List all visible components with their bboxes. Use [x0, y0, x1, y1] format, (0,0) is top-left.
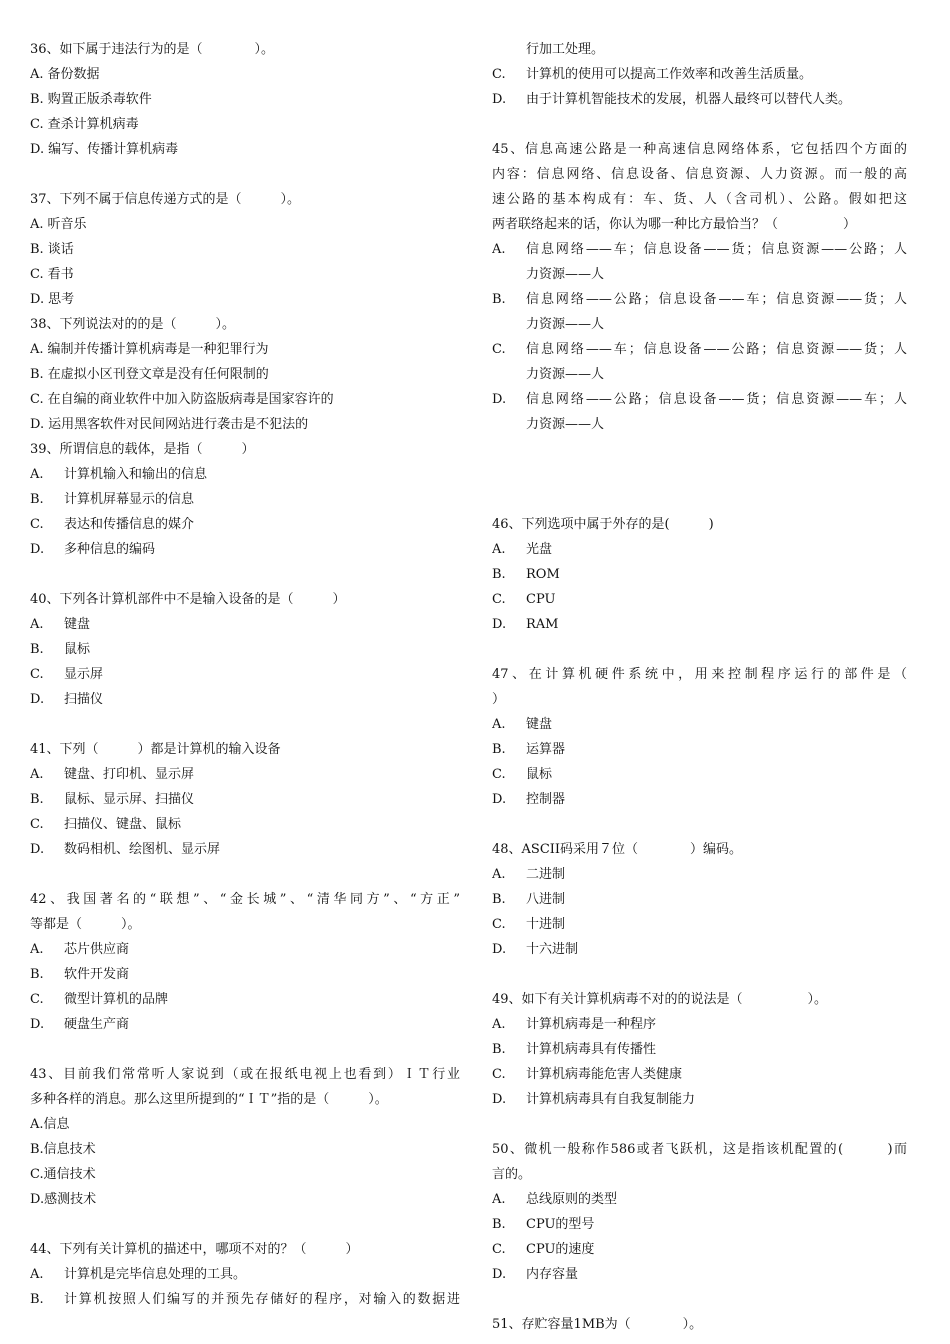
option-letter: C. [492, 1242, 506, 1257]
answer-option [30, 487, 460, 512]
question-line: 50、微机一般称作586或者飞跃机，这是指该机配置的( )而 [492, 1142, 907, 1157]
option-text: 看书 [47, 267, 74, 282]
option-letter: D. [492, 392, 507, 407]
option-letter: A. [492, 1017, 506, 1032]
question-line: 47、在计算机硬件系统中，用来控制程序运行的部件是（ [492, 667, 907, 682]
option-text: 计算机病毒能危害人类健康 [526, 1067, 683, 1082]
option-text: 计算机是完毕信息处理的工具。 [64, 1267, 247, 1282]
option-letter: C. [30, 117, 44, 132]
blank-line [30, 1212, 460, 1237]
question-line: 51、存贮容量1MB为（ ）。 [492, 1317, 703, 1332]
question-line: 37、下列不属于信息传递方式的是（ ）。 [30, 192, 301, 207]
option-text: 在自编的商业软件中加入防盗版病毒是国家容许的 [47, 392, 334, 407]
question-line: 42、我国著名的“联想”、“金长城”、“清华同方”、“方正” [30, 892, 460, 907]
question-line: 内容：信息网络、信息设备、信息资源、人力资源。而一般的高 [492, 167, 907, 182]
option-letter: B. [30, 367, 44, 382]
option-text: 控制器 [526, 792, 566, 807]
option-text: 计算机病毒是一种程序 [526, 1017, 657, 1032]
continuation-line: 力资源——人 [526, 367, 605, 382]
continuation-line: 力资源——人 [526, 267, 605, 282]
option-letter: C. [492, 67, 506, 82]
option-letter: A. [492, 1192, 506, 1207]
option-text: 在虚拟小区刊登文章是没有任何限制的 [47, 367, 269, 382]
option-text: 备份数据 [47, 67, 100, 82]
option-letter: B. [30, 967, 44, 982]
answer-option [492, 862, 907, 887]
option-letter: C. [492, 917, 506, 932]
option-text: 计算机的使用可以提高工作效率和改善生活质量。 [526, 67, 813, 82]
blank-line [492, 437, 907, 462]
answer-option [30, 112, 460, 137]
blank-line [30, 712, 460, 737]
answer-option [492, 1262, 907, 1287]
answer-option [30, 612, 460, 637]
answer-option [492, 1212, 907, 1237]
option-text: 软件开发商 [64, 967, 130, 982]
answer-option [30, 637, 460, 662]
blank-line [30, 862, 460, 887]
option-text: 芯片供应商 [64, 942, 130, 957]
answer-option [492, 1187, 907, 1212]
option-text: CPU [526, 592, 556, 607]
question-line: 49、如下有关计算机病毒不对的的说法是（ ）。 [492, 992, 828, 1007]
question-line: 46、下列选项中属于外存的是( ) [492, 517, 714, 532]
answer-option [30, 462, 460, 487]
answer-option [492, 287, 907, 312]
option-text: 谈话 [47, 242, 74, 257]
option-text: 鼠标 [64, 642, 91, 657]
option-letter: A. [30, 617, 44, 632]
question-line: C.通信技术 [30, 1167, 96, 1182]
answer-option [30, 337, 460, 362]
option-letter: D. [30, 542, 45, 557]
option-text: CPU的速度 [526, 1242, 595, 1257]
answer-option [492, 1237, 907, 1262]
blank-line [492, 112, 907, 137]
option-text: CPU的型号 [526, 1217, 595, 1232]
answer-option [492, 887, 907, 912]
option-letter: D. [492, 1092, 507, 1107]
answer-option [492, 762, 907, 787]
option-letter: D. [492, 617, 507, 632]
option-letter: B. [30, 642, 44, 657]
option-text: 总线原则的类型 [526, 1192, 618, 1207]
option-letter: D. [492, 92, 507, 107]
right-column [492, 37, 907, 1337]
option-letter: B. [492, 742, 506, 757]
option-text: 编写、传播计算机病毒 [48, 142, 179, 157]
answer-option [30, 812, 460, 837]
answer-option [492, 937, 907, 962]
option-letter: D. [492, 792, 507, 807]
option-letter: A. [492, 242, 506, 257]
option-text: 计算机病毒具有传播性 [526, 1042, 657, 1057]
option-text: 扫描仪、键盘、鼠标 [64, 817, 182, 832]
answer-option [492, 62, 907, 87]
question-line: 速公路的基本构成有：车、货、人（含司机）、公路。假如把这 [492, 192, 907, 207]
question-line: 38、下列说法对的的是（ ）。 [30, 317, 236, 332]
option-text: 编制并传播计算机病毒是一种犯罪行为 [47, 342, 269, 357]
blank-line [492, 462, 907, 487]
option-letter: C. [30, 992, 44, 1007]
option-letter: B. [492, 892, 506, 907]
answer-option [492, 737, 907, 762]
question-line: 36、如下属于违法行为的是（ ）。 [30, 42, 275, 57]
answer-option [492, 787, 907, 812]
option-letter: C. [30, 667, 44, 682]
question-line: 40、下列各计算机部件中不是输入设备的是（ ） [30, 592, 346, 607]
answer-option [492, 87, 907, 112]
answer-option [492, 912, 907, 937]
option-letter: B. [492, 567, 506, 582]
option-letter: A. [492, 717, 506, 732]
option-text: 八进制 [526, 892, 566, 907]
answer-option [30, 962, 460, 987]
option-letter: D. [30, 692, 45, 707]
option-text: 数码相机、绘图机、显示屏 [64, 842, 221, 857]
option-text: 鼠标 [526, 767, 553, 782]
option-letter: D. [30, 842, 45, 857]
answer-option [30, 937, 460, 962]
question-line: 48、ASCII码采用７位（ ）编码。 [492, 842, 743, 857]
option-text: 思考 [48, 292, 75, 307]
option-text: 信息网络——公路；信息设备——货；信息资源——车；人 [526, 392, 907, 407]
option-text: 微型计算机的品牌 [64, 992, 169, 1007]
option-text: 信息网络——车；信息设备——货；信息资源——公路；人 [526, 242, 907, 257]
answer-option [30, 412, 460, 437]
answer-option [492, 237, 907, 262]
question-line: 两者联络起来的话，你认为哪一种比方最恰当？（ ） [492, 217, 857, 232]
answer-option [492, 387, 907, 412]
option-letter: C. [30, 517, 44, 532]
question-line: ） [492, 692, 506, 707]
left-column [30, 37, 460, 1312]
option-letter: A. [30, 217, 44, 232]
continuation-line: 行加工处理。 [526, 42, 605, 57]
option-letter: D. [492, 1267, 507, 1282]
option-text: 表达和传播信息的媒介 [64, 517, 195, 532]
option-text: 键盘 [64, 617, 91, 632]
blank-line [492, 962, 907, 987]
blank-line [492, 812, 907, 837]
question-line: 44、下列有关计算机的描述中，哪项不对的？（ ） [30, 1242, 359, 1257]
question-line: 41、下列（ ）都是计算机的输入设备 [30, 742, 281, 757]
answer-option [30, 237, 460, 262]
answer-option [30, 212, 460, 237]
answer-option [30, 362, 460, 387]
option-text: 计算机屏幕显示的信息 [64, 492, 195, 507]
option-text: ROM [526, 567, 560, 582]
answer-option [30, 787, 460, 812]
answer-option [30, 987, 460, 1012]
question-line: 多种各样的消息。那么这里所提到的“ＩＴ”指的是（ ）。 [30, 1092, 388, 1107]
answer-option [30, 137, 460, 162]
answer-option [30, 762, 460, 787]
option-text: 信息网络——公路；信息设备——车；信息资源——货；人 [526, 292, 907, 307]
option-letter: D. [30, 1017, 45, 1032]
option-letter: A. [30, 942, 44, 957]
blank-line [492, 487, 907, 512]
option-text: 扫描仪 [64, 692, 104, 707]
blank-line [492, 637, 907, 662]
option-text: 二进制 [526, 867, 566, 882]
answer-option [30, 537, 460, 562]
answer-option [30, 262, 460, 287]
question-line: 45、信息高速公路是一种高速信息网络体系，它包括四个方面的 [492, 142, 907, 157]
answer-option [30, 1287, 460, 1312]
answer-option [492, 1012, 907, 1037]
option-letter: B. [30, 92, 44, 107]
option-letter: B. [30, 792, 44, 807]
option-letter: D. [492, 942, 507, 957]
option-text: 十进制 [526, 917, 566, 932]
continuation-line: 力资源——人 [526, 417, 605, 432]
option-letter: C. [30, 817, 44, 832]
option-text: 计算机病毒具有自我复制能力 [526, 1092, 696, 1107]
answer-option [492, 1062, 907, 1087]
answer-option [30, 837, 460, 862]
answer-option [492, 562, 907, 587]
option-text: 十六进制 [526, 942, 579, 957]
answer-option [492, 337, 907, 362]
option-text: 运用黑客软件对民间网站进行袭击是不犯法的 [48, 417, 309, 432]
answer-option [30, 687, 460, 712]
continuation-line: 力资源——人 [526, 317, 605, 332]
option-letter: A. [30, 767, 44, 782]
question-line: 39、所谓信息的载体，是指（ ） [30, 442, 255, 457]
answer-option [30, 87, 460, 112]
question-line: D.感测技术 [30, 1192, 97, 1207]
option-letter: A. [492, 867, 506, 882]
option-text: 键盘、打印机、显示屏 [64, 767, 195, 782]
option-letter: B. [30, 242, 44, 257]
answer-option [30, 1012, 460, 1037]
answer-option [492, 587, 907, 612]
option-letter: C. [30, 267, 44, 282]
option-text: 显示屏 [64, 667, 104, 682]
answer-option [492, 1037, 907, 1062]
option-letter: A. [30, 342, 44, 357]
answer-option [492, 612, 907, 637]
answer-option [30, 1262, 460, 1287]
option-letter: B. [30, 492, 44, 507]
option-text: 硬盘生产商 [64, 1017, 130, 1032]
option-text: 由于计算机智能技术的发展，机器人最终可以替代人类。 [526, 92, 852, 107]
option-letter: C. [492, 1067, 506, 1082]
option-text: 计算机输入和输出的信息 [64, 467, 208, 482]
blank-line [30, 562, 460, 587]
option-letter: A. [30, 1267, 44, 1282]
question-line: A.信息 [30, 1117, 70, 1132]
option-letter: B. [30, 1292, 44, 1307]
option-letter: B. [492, 292, 506, 307]
option-letter: C. [492, 342, 506, 357]
option-letter: B. [492, 1042, 506, 1057]
option-letter: C. [492, 592, 506, 607]
blank-line [30, 162, 460, 187]
option-text: 听音乐 [47, 217, 87, 232]
option-text: 键盘 [526, 717, 553, 732]
answer-option [30, 662, 460, 687]
option-text: 信息网络——车；信息设备——公路；信息资源——货；人 [526, 342, 907, 357]
blank-line [30, 1037, 460, 1062]
option-text: 光盘 [526, 542, 553, 557]
option-letter: C. [492, 767, 506, 782]
option-text: 查杀计算机病毒 [47, 117, 139, 132]
option-letter: A. [30, 67, 44, 82]
question-line: 43、目前我们常常听人家说到（或在报纸电视上也看到）ＩＴ行业 [30, 1067, 460, 1082]
answer-option [30, 62, 460, 87]
option-text: 多种信息的编码 [64, 542, 156, 557]
option-text: 内存容量 [526, 1267, 579, 1282]
blank-line [492, 1112, 907, 1137]
answer-option [30, 512, 460, 537]
option-text: 鼠标、显示屏、扫描仪 [64, 792, 195, 807]
answer-option [30, 287, 460, 312]
question-line: 言的。 [492, 1167, 532, 1182]
option-text: RAM [526, 617, 559, 632]
option-letter: B. [492, 1217, 506, 1232]
option-letter: A. [30, 467, 44, 482]
blank-line [492, 1287, 907, 1312]
answer-option [30, 387, 460, 412]
option-letter: D. [30, 417, 45, 432]
option-letter: D. [30, 142, 45, 157]
option-letter: D. [30, 292, 45, 307]
answer-option [492, 1087, 907, 1112]
answer-option [492, 712, 907, 737]
question-line: B.信息技术 [30, 1142, 96, 1157]
option-text: 计算机按照人们编写的并预先存储好的程序，对输入的数据进 [64, 1292, 460, 1307]
option-text: 购置正版杀毒软件 [47, 92, 152, 107]
option-text: 运算器 [526, 742, 566, 757]
question-line: 等都是（ ）。 [30, 917, 141, 932]
option-letter: C. [30, 392, 44, 407]
answer-option [492, 537, 907, 562]
option-letter: A. [492, 542, 506, 557]
